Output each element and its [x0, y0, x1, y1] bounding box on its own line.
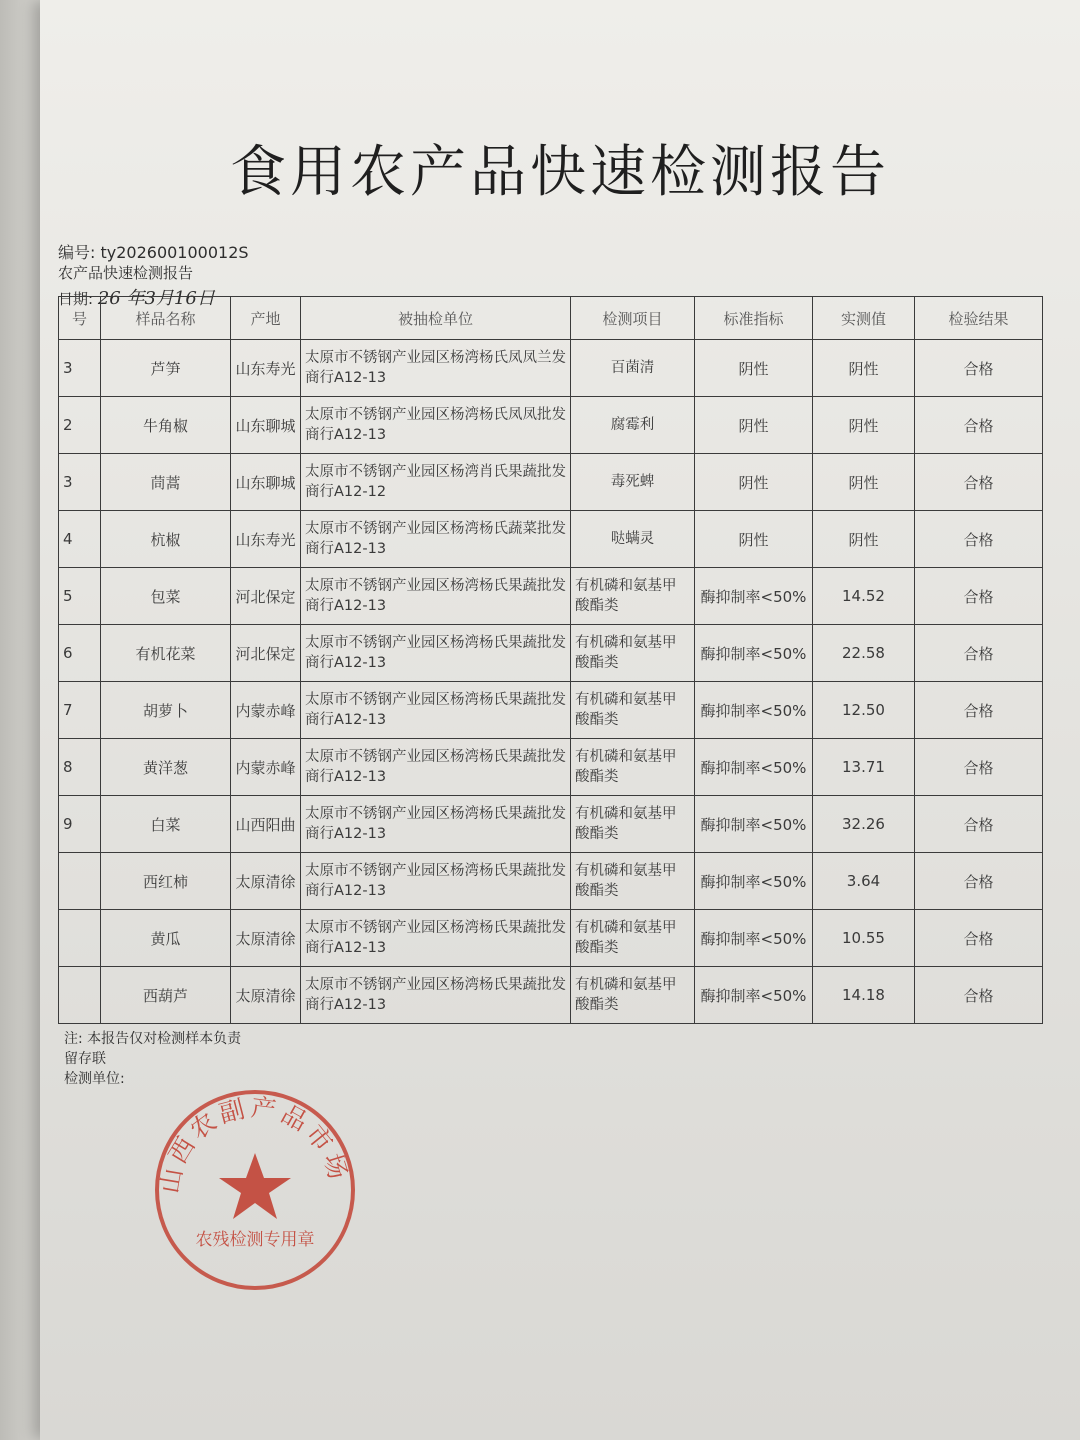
- cell-sample-name: 包菜: [101, 568, 231, 625]
- cell-inspected-unit: 太原市不锈钢产业园区杨湾杨氏果蔬批发商行A12-13: [301, 739, 571, 796]
- cell-sample-name: 黄瓜: [101, 910, 231, 967]
- cell-inspected-unit: 太原市不锈钢产业园区杨湾杨氏蔬菜批发商行A12-13: [301, 511, 571, 568]
- cell-result: 合格: [915, 397, 1043, 454]
- cell-measured-value: 14.52: [813, 568, 915, 625]
- cell-no: 6: [59, 625, 101, 682]
- table-row: [59, 397, 1043, 454]
- cell-standard: 酶抑制率<50%: [695, 682, 813, 739]
- cell-result: 合格: [915, 910, 1043, 967]
- cell-standard: 酶抑制率<50%: [695, 910, 813, 967]
- cell-inspected-unit: 太原市不锈钢产业园区杨湾肖氏果蔬批发商行A12-12: [301, 454, 571, 511]
- cell-result: 合格: [915, 625, 1043, 682]
- cell-result: 合格: [915, 739, 1043, 796]
- report-number: 编号: ty202600100012S: [58, 243, 249, 262]
- cell-origin: 太原清徐: [231, 967, 301, 1024]
- cell-origin: 河北保定: [231, 625, 301, 682]
- table-row: [59, 340, 1043, 397]
- cell-result: 合格: [915, 511, 1043, 568]
- note-unit: 检测单位:: [64, 1071, 125, 1087]
- cell-test-item: 有机磷和氨基甲酸酯类: [571, 739, 695, 796]
- table-body: [59, 340, 1043, 1024]
- cell-no: 3: [59, 340, 101, 397]
- cell-inspected-unit: 太原市不锈钢产业园区杨湾杨氏果蔬批发商行A12-13: [301, 967, 571, 1024]
- cell-result: 合格: [915, 853, 1043, 910]
- cell-result: 合格: [915, 796, 1043, 853]
- cell-sample-name: 西红柿: [101, 853, 231, 910]
- cell-no: [59, 853, 101, 910]
- cell-origin: 山东寿光: [231, 340, 301, 397]
- cell-standard: 酶抑制率<50%: [695, 796, 813, 853]
- cell-no: 9: [59, 796, 101, 853]
- cell-standard: 阴性: [695, 340, 813, 397]
- table-row: [59, 625, 1043, 682]
- cell-sample-name: 胡萝卜: [101, 682, 231, 739]
- cell-sample-name: 茼蒿: [101, 454, 231, 511]
- cell-sample-name: 牛角椒: [101, 397, 231, 454]
- cell-result: 合格: [915, 568, 1043, 625]
- cell-no: 3: [59, 454, 101, 511]
- cell-result: 合格: [915, 340, 1043, 397]
- cell-standard: 酶抑制率<50%: [695, 625, 813, 682]
- col-header-std: 标准指标: [695, 297, 813, 340]
- cell-origin: 山东聊城: [231, 397, 301, 454]
- cell-no: 4: [59, 511, 101, 568]
- cell-no: 8: [59, 739, 101, 796]
- cell-sample-name: 黄洋葱: [101, 739, 231, 796]
- cell-inspected-unit: 太原市不锈钢产业园区杨湾杨氏凤凤兰发商行A12-13: [301, 340, 571, 397]
- cell-sample-name: 白菜: [101, 796, 231, 853]
- cell-test-item: 有机磷和氨基甲酸酯类: [571, 967, 695, 1024]
- cell-inspected-unit: 太原市不锈钢产业园区杨湾杨氏果蔬批发商行A12-13: [301, 682, 571, 739]
- cell-test-item: 毒死蜱: [571, 454, 695, 511]
- col-header-val: 实测值: [813, 297, 915, 340]
- cell-origin: 太原清徐: [231, 853, 301, 910]
- cell-inspected-unit: 太原市不锈钢产业园区杨湾杨氏果蔬批发商行A12-13: [301, 853, 571, 910]
- cell-test-item: 有机磷和氨基甲酸酯类: [571, 853, 695, 910]
- cell-no: [59, 967, 101, 1024]
- cell-measured-value: 12.50: [813, 682, 915, 739]
- cell-inspected-unit: 太原市不锈钢产业园区杨湾杨氏果蔬批发商行A12-13: [301, 910, 571, 967]
- cell-measured-value: 阴性: [813, 397, 915, 454]
- stamp-bottom-text: 农残检测专用章: [195, 1230, 315, 1250]
- cell-origin: 山西阳曲: [231, 796, 301, 853]
- cell-inspected-unit: 太原市不锈钢产业园区杨湾杨氏果蔬批发商行A12-13: [301, 796, 571, 853]
- cell-sample-name: 杭椒: [101, 511, 231, 568]
- cell-origin: 内蒙赤峰: [231, 739, 301, 796]
- cell-origin: 山东聊城: [231, 454, 301, 511]
- cell-origin: 河北保定: [231, 568, 301, 625]
- table-row: [59, 967, 1043, 1024]
- cell-measured-value: 阴性: [813, 340, 915, 397]
- table-row: [59, 910, 1043, 967]
- cell-sample-name: 西葫芦: [101, 967, 231, 1024]
- cell-inspected-unit: 太原市不锈钢产业园区杨湾杨氏凤凤批发商行A12-13: [301, 397, 571, 454]
- cell-test-item: 有机磷和氨基甲酸酯类: [571, 910, 695, 967]
- table-row: [59, 682, 1043, 739]
- table-row: [59, 568, 1043, 625]
- cell-standard: 酶抑制率<50%: [695, 853, 813, 910]
- col-header-item: 检测项目: [571, 297, 695, 340]
- cell-inspected-unit: 太原市不锈钢产业园区杨湾杨氏果蔬批发商行A12-13: [301, 568, 571, 625]
- cell-sample-name: 芦笋: [101, 340, 231, 397]
- cell-standard: 阴性: [695, 397, 813, 454]
- cell-measured-value: 32.26: [813, 796, 915, 853]
- cell-measured-value: 13.71: [813, 739, 915, 796]
- col-header-unit: 被抽检单位: [301, 297, 571, 340]
- col-header-name: 样品名称: [101, 297, 231, 340]
- note-copy: 留存联: [64, 1051, 106, 1067]
- stamp-ring-text: 山西农副产品市场: [154, 1092, 354, 1196]
- note-disclaimer: 注: 本报告仅对检测样本负责: [64, 1031, 242, 1047]
- table-header-row: [59, 297, 1043, 340]
- cell-no: 2: [59, 397, 101, 454]
- cell-inspected-unit: 太原市不锈钢产业园区杨湾杨氏果蔬批发商行A12-13: [301, 625, 571, 682]
- results-table: [58, 296, 1043, 1024]
- cell-origin: 山东寿光: [231, 511, 301, 568]
- cell-result: 合格: [915, 682, 1043, 739]
- official-stamp: [150, 1085, 360, 1295]
- date-label: 日期:: [58, 290, 94, 308]
- cell-standard: 酶抑制率<50%: [695, 739, 813, 796]
- date-value: 26 年3月16日: [97, 288, 215, 309]
- cell-result: 合格: [915, 967, 1043, 1024]
- table-row: [59, 739, 1043, 796]
- cell-result: 合格: [915, 454, 1043, 511]
- col-header-origin: 产地: [231, 297, 301, 340]
- cell-test-item: 百菌清: [571, 340, 695, 397]
- table-row: [59, 796, 1043, 853]
- cell-standard: 酶抑制率<50%: [695, 568, 813, 625]
- cell-standard: 阴性: [695, 511, 813, 568]
- cell-test-item: 腐霉利: [571, 397, 695, 454]
- cell-measured-value: 22.58: [813, 625, 915, 682]
- cell-measured-value: 阴性: [813, 454, 915, 511]
- report-type: 农产品快速检测报告: [58, 264, 194, 282]
- cell-test-item: 有机磷和氨基甲酸酯类: [571, 682, 695, 739]
- table-row: [59, 454, 1043, 511]
- col-header-res: 检验结果: [915, 297, 1043, 340]
- cell-measured-value: 阴性: [813, 511, 915, 568]
- report-title: 食用农产品快速检测报告: [230, 140, 890, 205]
- cell-no: 5: [59, 568, 101, 625]
- cell-standard: 阴性: [695, 454, 813, 511]
- cell-sample-name: 有机花菜: [101, 625, 231, 682]
- cell-no: 7: [59, 682, 101, 739]
- star-icon: [219, 1153, 291, 1219]
- cell-test-item: 有机磷和氨基甲酸酯类: [571, 625, 695, 682]
- table-row: [59, 853, 1043, 910]
- cell-measured-value: 10.55: [813, 910, 915, 967]
- page-edge-shadow: [0, 0, 40, 1440]
- cell-origin: 内蒙赤峰: [231, 682, 301, 739]
- cell-test-item: 哒螨灵: [571, 511, 695, 568]
- cell-origin: 太原清徐: [231, 910, 301, 967]
- cell-standard: 酶抑制率<50%: [695, 967, 813, 1024]
- cell-no: [59, 910, 101, 967]
- cell-test-item: 有机磷和氨基甲酸酯类: [571, 796, 695, 853]
- table-row: [59, 511, 1043, 568]
- col-header-no: 号: [59, 297, 101, 340]
- cell-measured-value: 3.64: [813, 853, 915, 910]
- cell-test-item: 有机磷和氨基甲酸酯类: [571, 568, 695, 625]
- cell-measured-value: 14.18: [813, 967, 915, 1024]
